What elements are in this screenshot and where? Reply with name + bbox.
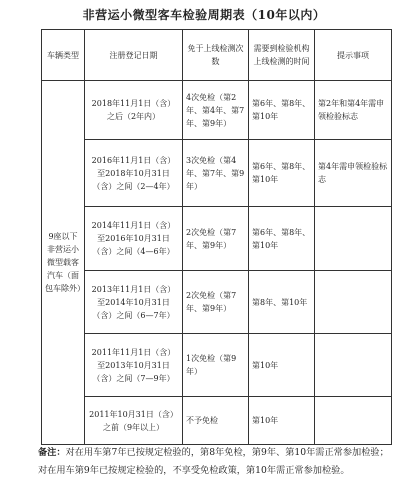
note-cell: 第2年和第4年需申领检验标志: [315, 81, 392, 140]
registration-date-cell: 2016年11月1日（含）至2018年10月31日（含）之间（2—4年）: [85, 140, 183, 207]
table-row: [42, 334, 392, 397]
note-cell: [315, 207, 392, 271]
exempt-count-cell: 4次免检（第2年、第4年、第7年、第9年）: [183, 81, 249, 140]
inspection-time-cell: 第10年: [249, 334, 315, 397]
header-registration-date: 注册登记日期: [85, 30, 183, 81]
inspection-time-cell: 第8年、第10年: [249, 271, 315, 334]
note-cell: 第4年需申领检验标志: [315, 140, 392, 207]
table-row: [42, 271, 392, 334]
note-cell: [315, 397, 392, 445]
exempt-count-cell: 1次免检（第9年）: [183, 334, 249, 397]
inspection-schedule-table: [41, 29, 392, 445]
registration-date-cell: 2011年10月31日（含）之前（9年以上）: [85, 397, 183, 445]
note-cell: [315, 271, 392, 334]
registration-date-cell: 2018年11月1日（含）之后（2年内）: [85, 81, 183, 140]
exempt-count-cell: 2次免检（第7年、第9年）: [183, 271, 249, 334]
header-notes: 提示事项: [315, 30, 392, 81]
exempt-count-cell: 3次免检（第4年、第7年、第9年）: [183, 140, 249, 207]
table-row: [42, 397, 392, 445]
inspection-time-cell: 第6年、第8年、第10年: [249, 207, 315, 271]
table-row: [42, 140, 392, 207]
exempt-count-cell: 2次免检（第7年、第9年）: [183, 207, 249, 271]
remarks-text: 对在用车第7年已按规定检验的，第8年免检，第9年、第10年需正常参加检验；对在用车第9年已按规定检验的，不享受免检政策，第10年需正常参加检验。: [38, 447, 389, 476]
registration-date-cell: 2014年11月1日（含）至2016年10月31日（含）之间（4—6年）: [85, 207, 183, 271]
inspection-time-cell: 第10年: [249, 397, 315, 445]
note-cell: [315, 334, 392, 397]
vehicle-type-cell: 9座以下非营运小微型载客汽车（面包车除外）: [42, 81, 85, 445]
header-exempt-count: 免于上线检测次数: [183, 30, 249, 81]
inspection-time-cell: 第6年、第8年、第10年: [249, 140, 315, 207]
table-row: [42, 207, 392, 271]
table-row: [42, 81, 392, 140]
header-vehicle-type: 车辆类型: [42, 30, 85, 81]
remarks-label: 备注：: [38, 447, 66, 458]
table-header-row: [42, 30, 392, 81]
header-inspection-time: 需要到检验机构上线检测的时间: [249, 30, 315, 81]
inspection-time-cell: 第6年、第8年、第10年: [249, 81, 315, 140]
registration-date-cell: 2011年11月1日（含）至2013年10月31日（含）之间（7—9年）: [85, 334, 183, 397]
registration-date-cell: 2013年11月1日（含）至2014年10月31日（含）之间（6—7年）: [85, 271, 183, 334]
remarks: [38, 444, 394, 480]
exempt-count-cell: 不予免检: [183, 397, 249, 445]
page-title: 非营运小微型客车检验周期表（10年以内）: [82, 8, 326, 22]
